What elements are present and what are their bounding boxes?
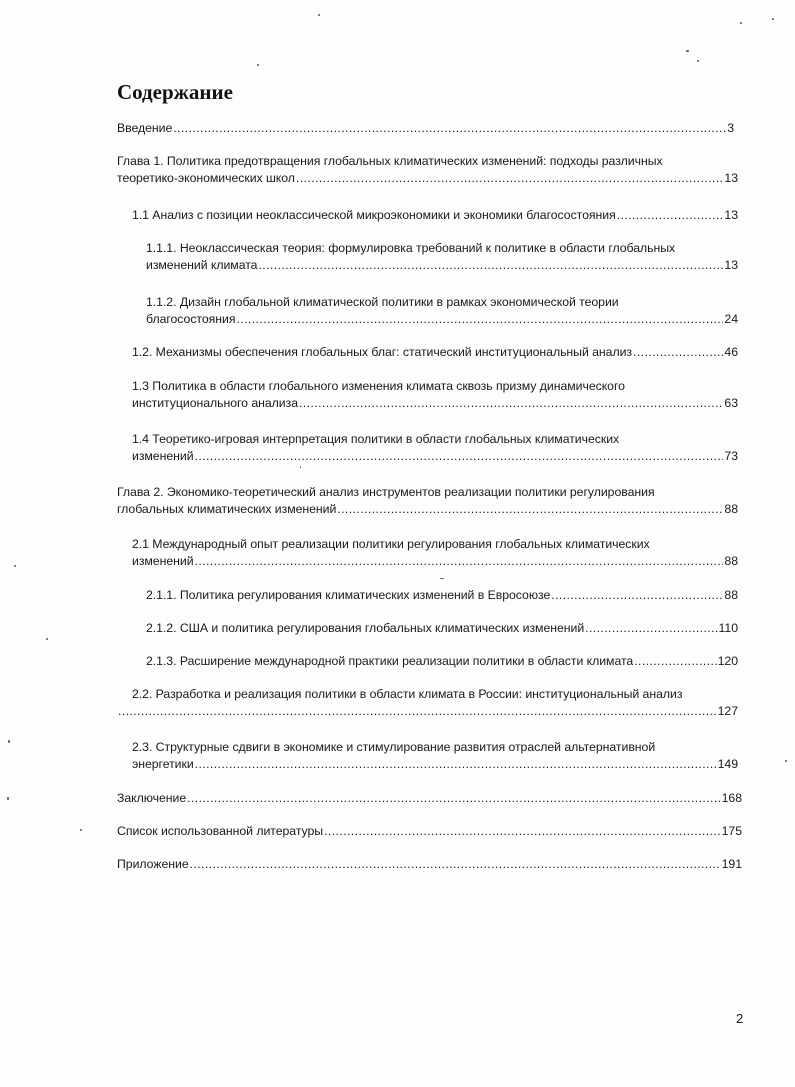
toc-leader-dots bbox=[190, 856, 721, 873]
toc-leader-dots bbox=[195, 553, 724, 570]
toc-entry-2-2 bbox=[132, 686, 738, 720]
toc-entry-1-1 bbox=[132, 207, 738, 224]
toc-entry-page: 168 bbox=[721, 791, 742, 805]
toc-leader-dots bbox=[299, 395, 723, 412]
toc-entry-page: 24 bbox=[724, 312, 738, 326]
toc-leader-dots bbox=[118, 703, 717, 720]
toc-leader-dots bbox=[258, 257, 723, 274]
toc-entry-line1: 2.3. Структурные сдвиги в экономике и стимулирование развития отраслей альтернативной bbox=[132, 740, 656, 754]
toc-leader-dots bbox=[337, 501, 723, 518]
toc-entry-line1: 2.2. Разработка и реализация политики в области климата в России: институциональный анализ bbox=[132, 687, 683, 701]
toc-entry-text: изменений bbox=[132, 449, 194, 463]
toc-entry-text: изменений климата bbox=[146, 258, 258, 272]
scan-speck bbox=[80, 829, 82, 831]
toc-entry-page: 88 bbox=[724, 502, 738, 516]
toc-leader-dots bbox=[634, 653, 716, 670]
scan-speck bbox=[686, 50, 689, 52]
toc-entry-text: 2.1.1. Политика регулирования климатических изменений в Евросоюзе bbox=[146, 588, 551, 602]
scan-speck bbox=[14, 565, 16, 567]
toc-entry-text: Заключение bbox=[117, 791, 187, 805]
page-number: 2 bbox=[736, 1011, 744, 1026]
toc-entry-line1: 1.1.1. Неоклассическая теория: формулировка требований к политике в области глобальных bbox=[146, 241, 676, 255]
toc-entry-2-1-3 bbox=[146, 653, 738, 670]
toc-leader-dots bbox=[633, 344, 723, 361]
toc-entry-text: Список использованной литературы bbox=[117, 824, 324, 838]
toc-entry-page: 110 bbox=[718, 621, 738, 635]
toc-entry-text: энергетики bbox=[132, 757, 194, 771]
toc-entry-page: 46 bbox=[724, 345, 738, 359]
toc-entry-page: 149 bbox=[717, 757, 738, 771]
toc-entry-text: глобальных климатических изменений bbox=[117, 502, 337, 516]
toc-entry-conclusion bbox=[117, 790, 742, 807]
toc-entry-page: 13 bbox=[724, 171, 738, 185]
toc-leader-dots bbox=[195, 756, 717, 773]
toc-entry-references bbox=[117, 823, 742, 840]
toc-entry-text: 1.1 Анализ с позиции неоклассической микроэкономики и экономики благосостояния bbox=[132, 208, 616, 222]
toc-leader-dots bbox=[585, 620, 717, 637]
toc-entry-text: 1.2. Механизмы обеспечения глобальных благ: статический институциональный анализ bbox=[132, 345, 632, 359]
scan-speck bbox=[318, 14, 320, 16]
scan-speck bbox=[440, 578, 444, 579]
scan-speck bbox=[740, 22, 742, 24]
scan-speck bbox=[8, 740, 10, 743]
scan-speck bbox=[772, 18, 774, 20]
toc-entry-chapter-1 bbox=[117, 153, 738, 187]
toc-entry-chapter-2 bbox=[117, 484, 738, 518]
toc-entry-2-3 bbox=[132, 739, 738, 773]
scan-speck bbox=[46, 638, 48, 640]
toc-entry-introduction bbox=[117, 120, 734, 137]
toc-entry-2-1-2 bbox=[146, 620, 738, 637]
toc-leader-dots bbox=[551, 587, 723, 604]
toc-entry-page: 175 bbox=[721, 824, 742, 838]
toc-entry-page: 88 bbox=[724, 554, 738, 568]
toc-title: Содержание bbox=[117, 80, 233, 104]
toc-entry-line1: Глава 1. Политика предотвращения глобальных климатических изменений: подходы различных bbox=[117, 154, 663, 168]
toc-entry-line1: 1.1.2. Дизайн глобальной климатической политики в рамках экономической теории bbox=[146, 295, 619, 309]
toc-entry-1-1-2 bbox=[146, 294, 738, 328]
toc-entry-page: 63 bbox=[724, 396, 738, 410]
scan-speck bbox=[785, 760, 787, 762]
toc-entry-line1: 1.3 Политика в области глобального изменения климата сквозь призму динамического bbox=[132, 379, 625, 393]
toc-entry-page: 88 bbox=[724, 588, 738, 602]
toc-entry-text: Приложение bbox=[117, 857, 189, 871]
toc-entry-1-2 bbox=[132, 344, 738, 361]
toc-entry-page: 191 bbox=[721, 857, 742, 871]
toc-entry-page: 73 bbox=[724, 449, 738, 463]
toc-entry-page: 13 bbox=[724, 208, 738, 222]
toc-entry-text: институционального анализа bbox=[132, 396, 298, 410]
toc-entry-text: изменений bbox=[132, 554, 194, 568]
scan-speck bbox=[697, 60, 699, 62]
toc-entry-page: 3 bbox=[727, 121, 734, 135]
toc-leader-dots bbox=[617, 207, 724, 224]
toc-entry-text: 2.1.2. США и политика регулирования глобальных климатических изменений bbox=[146, 621, 585, 635]
toc-entry-text: теоретико-экономических школ bbox=[117, 171, 295, 185]
toc-entry-line1: 1.4 Теоретико-игровая интерпретация политики в области глобальных климатических bbox=[132, 432, 620, 446]
scan-speck bbox=[257, 64, 259, 66]
toc-entry-page: 120 bbox=[717, 654, 738, 668]
toc-entry-1-4 bbox=[132, 431, 738, 465]
toc-entry-1-1-1 bbox=[146, 240, 738, 274]
toc-leader-dots bbox=[195, 448, 724, 465]
toc-entry-text: благосостояния bbox=[146, 312, 236, 326]
toc-entry-text: Введение bbox=[117, 121, 173, 135]
toc-entry-text: 2.1.3. Расширение международной практики реализации политики в области климата bbox=[146, 654, 634, 668]
toc-entry-1-3 bbox=[132, 378, 738, 412]
toc-entry-page: 13 bbox=[724, 258, 738, 272]
toc-entry-2-1-1 bbox=[146, 587, 738, 604]
toc-leader-dots bbox=[236, 311, 723, 328]
toc-entry-2-1 bbox=[132, 536, 738, 570]
toc-entry-line1: 2.1 Международный опыт реализации политики регулирования глобальных климатических bbox=[132, 537, 650, 551]
scan-speck bbox=[300, 466, 301, 468]
toc-entry-page: 127 bbox=[717, 704, 738, 718]
toc-leader-dots bbox=[296, 170, 724, 187]
toc-leader-dots bbox=[173, 120, 726, 137]
toc-entry-appendix bbox=[117, 856, 742, 873]
toc-leader-dots bbox=[324, 823, 721, 840]
toc-entry-line1: Глава 2. Экономико-теоретический анализ инструментов реализации политики регулирования bbox=[117, 485, 655, 499]
scan-speck bbox=[7, 797, 9, 800]
toc-leader-dots bbox=[187, 790, 720, 807]
